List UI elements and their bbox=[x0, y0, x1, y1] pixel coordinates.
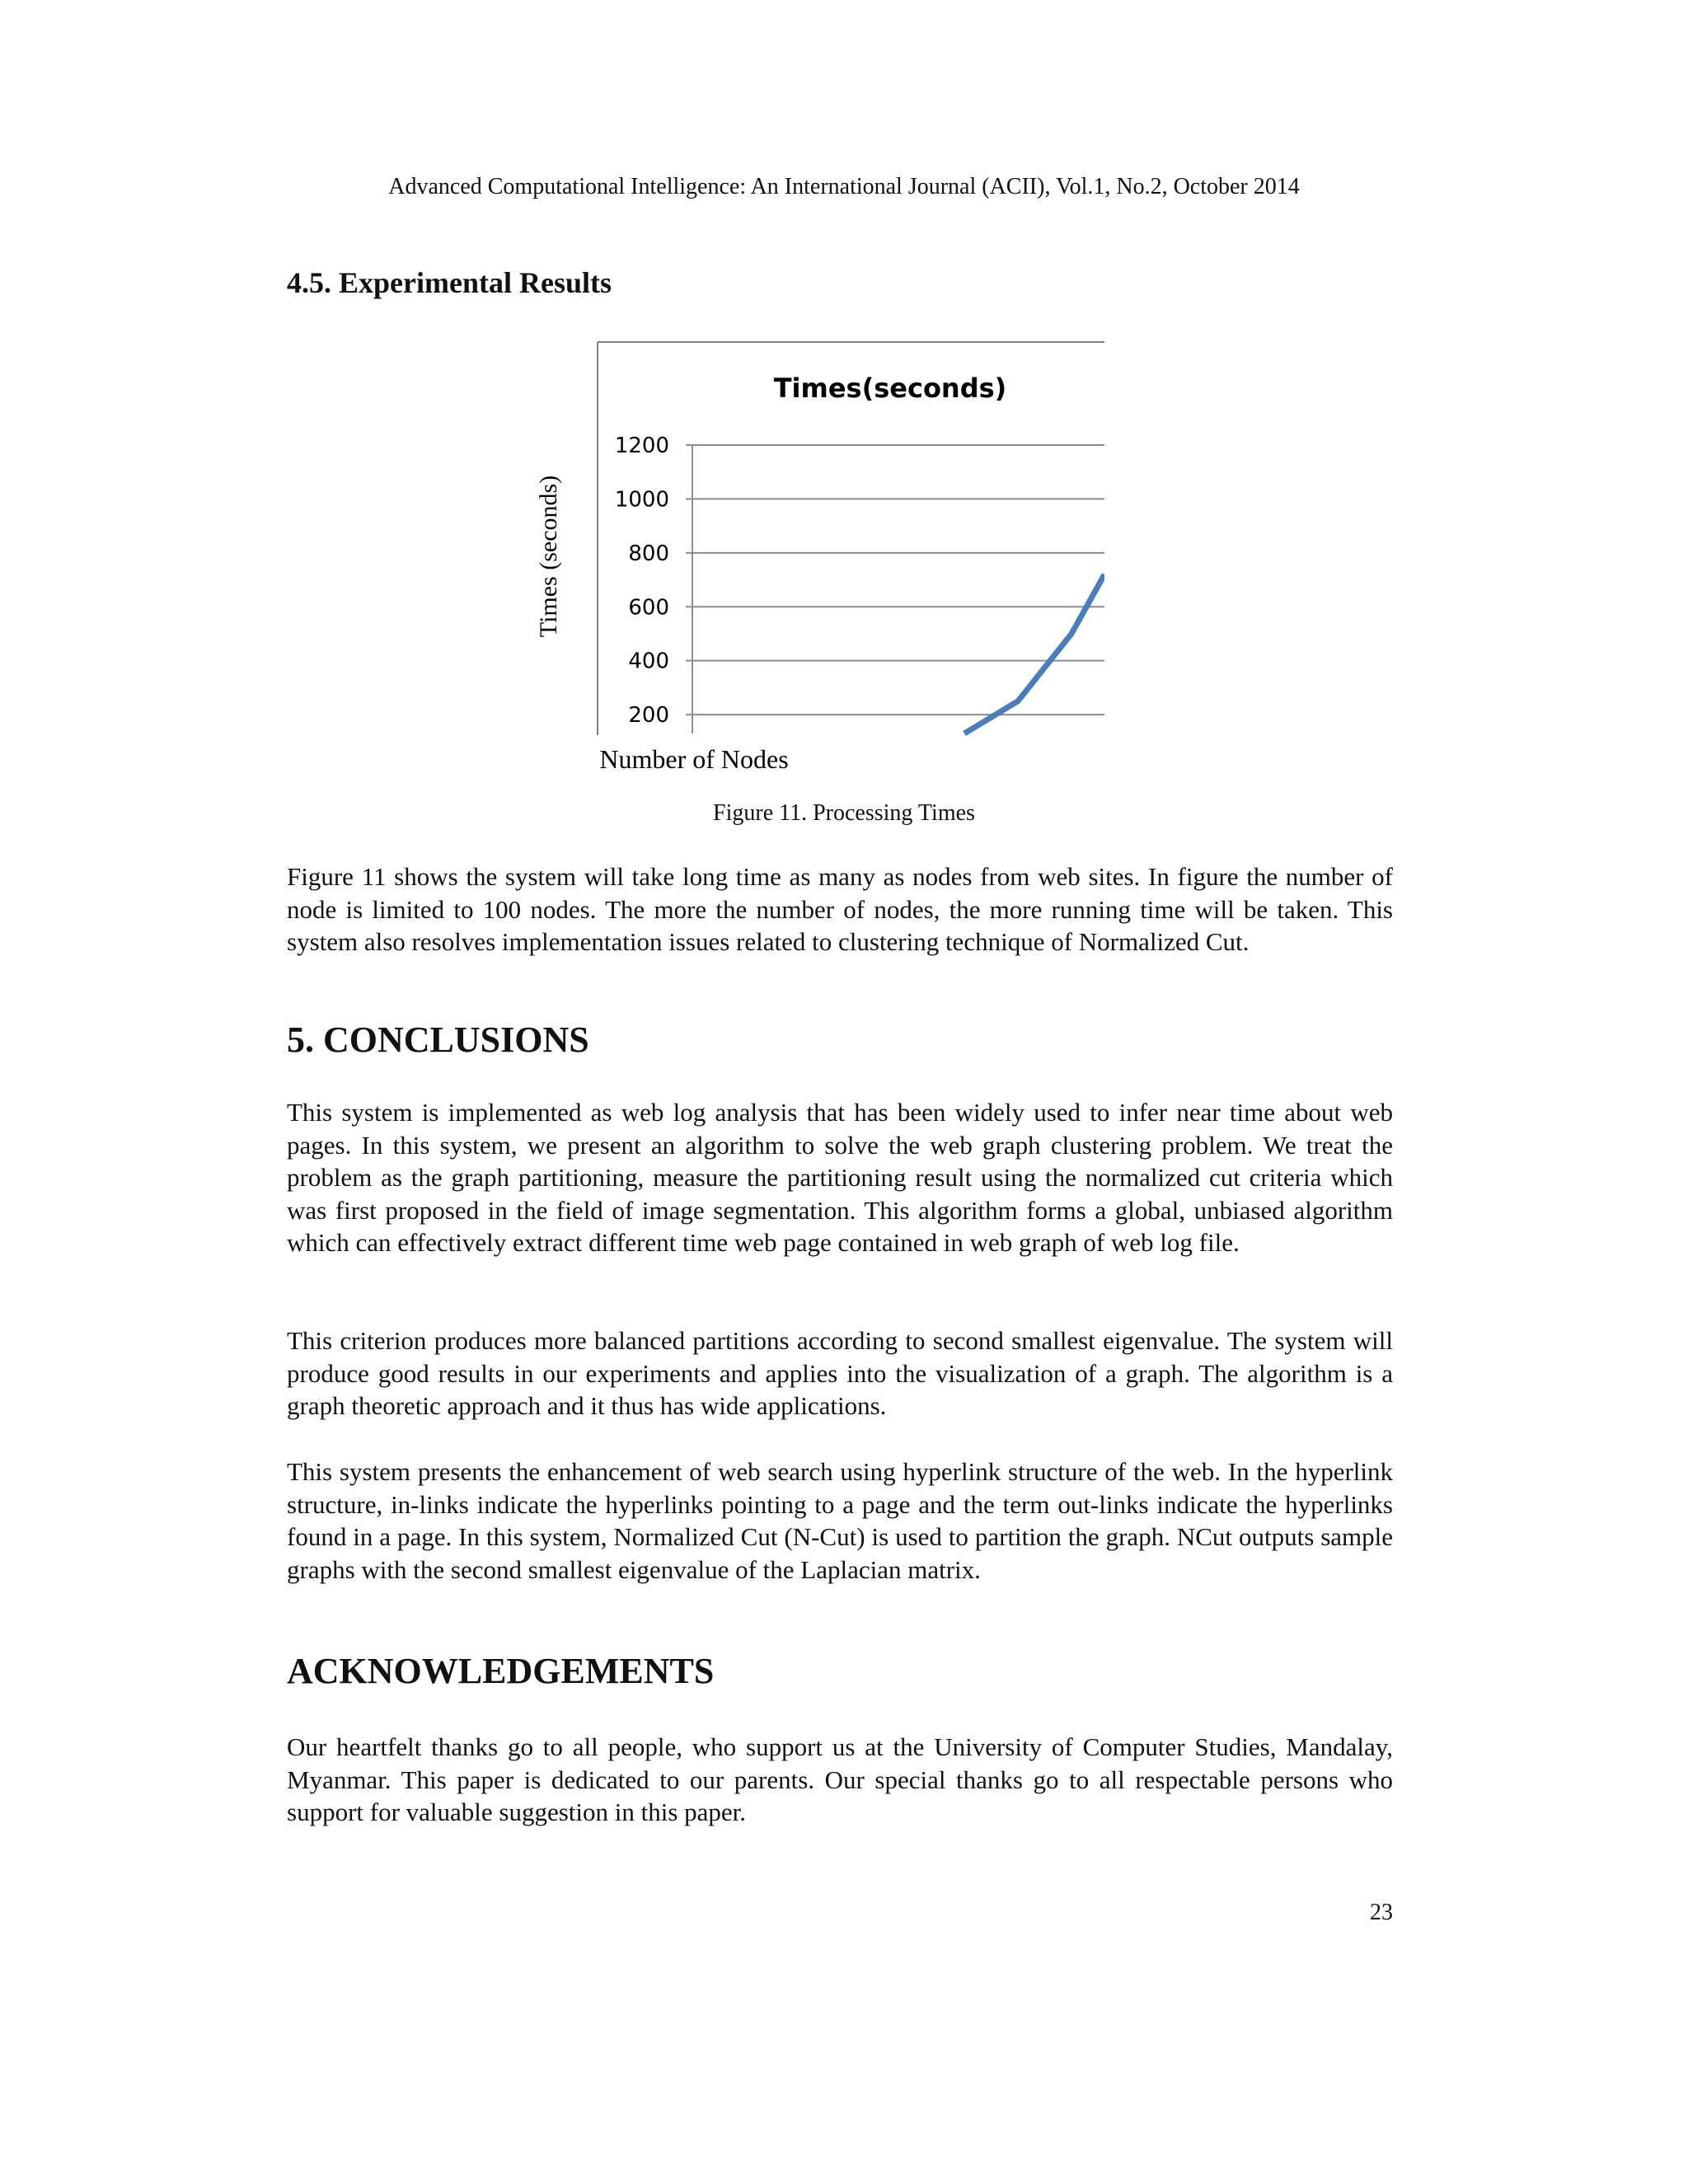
running-header: Advanced Computational Intelligence: An International Journal (ACII), Vol.1, No.2, October 2014 bbox=[388, 174, 1300, 199]
section-heading-acknowledgements: ACKNOWLEDGEMENTS bbox=[287, 1651, 715, 1691]
chart-gridlines bbox=[686, 445, 1104, 733]
conclusions-paragraph-2: This criterion produces more balanced partitions according to second smallest eigenvalue. The system will produce good results in our experiments and applies into the visualization of a graph. The algorithm is a graph theoretic approach and it thus has wide applications. bbox=[287, 1326, 1393, 1420]
figure-caption: Figure 11. Processing Times bbox=[713, 800, 975, 826]
page-number: 23 bbox=[1370, 1900, 1393, 1925]
section-heading-conclusions: 5. CONCLUSIONS bbox=[287, 1019, 589, 1060]
section-heading-experimental-results: 4.5. Experimental Results bbox=[287, 266, 612, 299]
chart-y-tick-label: 200 bbox=[628, 703, 669, 729]
chart-series-layer bbox=[964, 574, 1104, 733]
chart-series-line bbox=[964, 574, 1104, 733]
experimental-results-paragraph: Figure 11 shows the system will take long time as many as nodes from web sites. In figure the number of node is limited to 100 nodes. The more the number of nodes, the more running time will be taken. This system also resolves implementation issues related to clustering technique of Normalized Cut. bbox=[287, 862, 1393, 956]
processing-times-chart bbox=[511, 330, 1104, 791]
chart-y-tick-label: 800 bbox=[628, 541, 669, 566]
conclusions-paragraph-3: This system presents the enhancement of web search using hyperlink structure of the web. In the hyperlink structure, in-links indicate the hyperlinks pointing to a page and the term out-links indicate the hyperlinks found in a page. In this system, Normalized Cut (N-Cut) is used to partition the graph. NCut outputs sample graphs with the second smallest eigenvalue of the Laplacian matrix. bbox=[287, 1457, 1393, 1584]
acknowledgements-paragraph: Our heartfelt thanks go to all people, who support us at the University of Computer Studies, Mandalay, Myanmar. This paper is dedicated to our parents. Our special thanks go to all respectable persons who support for valuable suggestion in this paper. bbox=[287, 1732, 1393, 1826]
chart-y-tick-label: 1000 bbox=[614, 487, 669, 513]
chart-y-tick-label: 400 bbox=[628, 649, 669, 674]
chart-title: Times(seconds) bbox=[773, 373, 1007, 404]
chart-svg bbox=[511, 330, 1104, 791]
conclusions-paragraph-1: This system is implemented as web log analysis that has been widely used to infer near time about web pages. In this system, we present an algorithm to solve the web graph clustering problem. We treat the problem as the graph partitioning, measure the partitioning result using the normalized cut criteria which was first proposed in the field of image segmentation. This algorithm forms a global, unbiased algorithm which can effectively extract different time web page contained in web graph of web log file. bbox=[287, 1098, 1393, 1257]
chart-x-axis-label: Number of Nodes bbox=[599, 744, 789, 774]
chart-y-ticks bbox=[615, 434, 669, 728]
chart-y-axis-label: Times (seconds) bbox=[535, 475, 562, 638]
chart-y-tick-label: 1200 bbox=[614, 434, 669, 458]
chart-y-tick-label: 600 bbox=[628, 595, 669, 621]
